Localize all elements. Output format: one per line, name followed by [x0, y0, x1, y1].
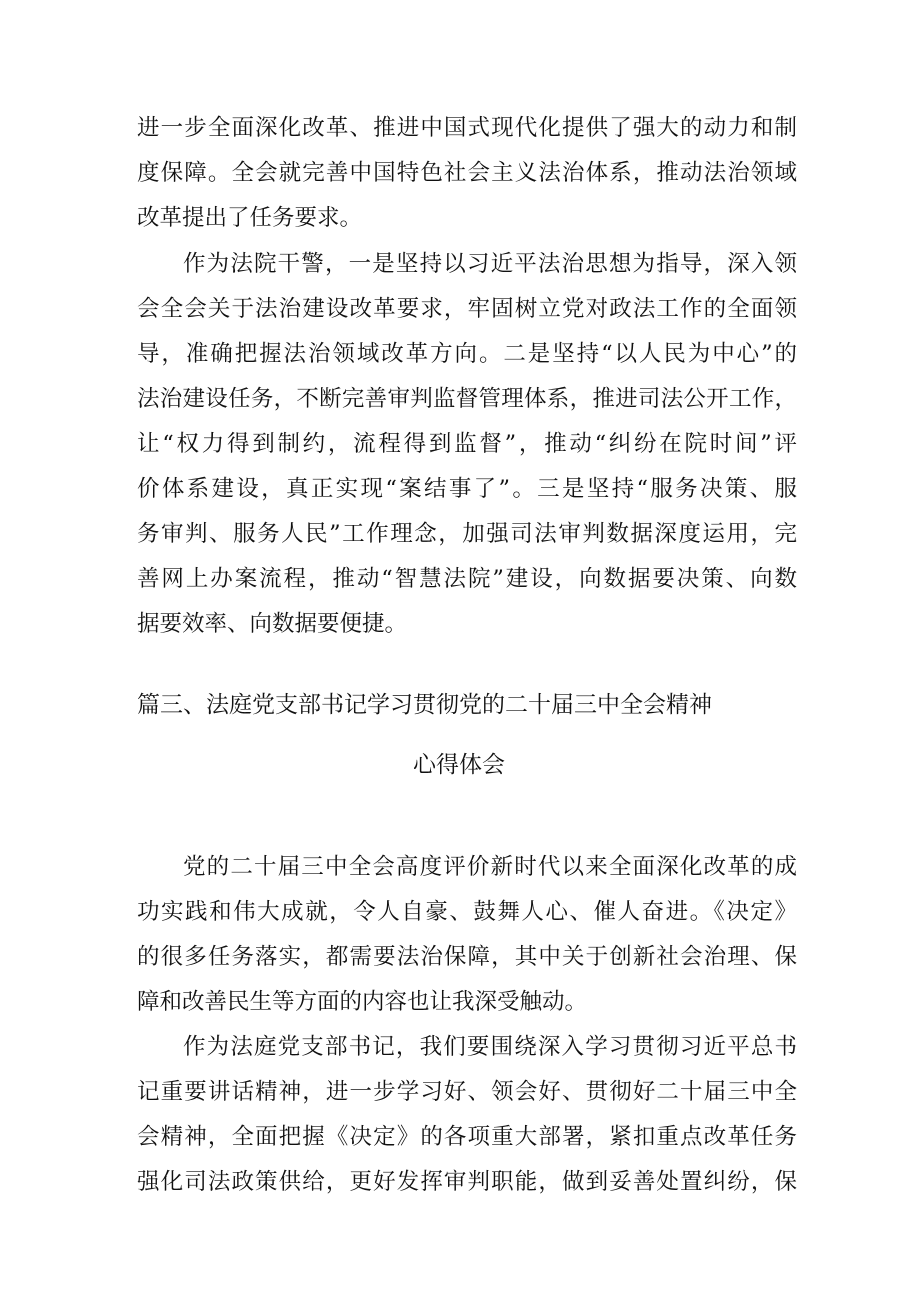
- article-title-continued: 心得体会: [413, 752, 505, 778]
- paragraph-line: 改革提出了任务要求。: [137, 205, 363, 231]
- paragraph-line: 党的二十届三中全会高度评价新时代以来全面深化改革的成: [183, 854, 797, 880]
- paragraph-line: 让“权力得到制约，流程得到监督”，推动“纠纷在院时间”评: [137, 431, 797, 457]
- paragraph-line: 记重要讲话精神，进一步学习好、领会好、贯彻好二十届三中全: [137, 1079, 797, 1105]
- paragraph-line: 作为法庭党支部书记，我们要围绕深入学习贯彻习近平总书: [183, 1034, 797, 1060]
- paragraph-line: 进一步全面深化改革、推进中国式现代化提供了强大的动力和制: [137, 115, 797, 141]
- paragraph-line: 务审判、服务人民”工作理念，加强司法审判数据深度运用，完: [137, 521, 797, 547]
- paragraph-line: 法治建设任务，不断完善审判监督管理体系，推进司法公开工作，: [137, 386, 797, 412]
- paragraph-line: 作为法院干警，一是坚持以习近平法治思想为指导，深入领: [183, 251, 797, 277]
- paragraph-line: 度保障。全会就完善中国特色社会主义法治体系，推动法治领域: [137, 160, 797, 186]
- paragraph-line: 价体系建设，真正实现“案结事了”。三是坚持“服务决策、服: [137, 476, 797, 502]
- paragraph-line: 据要效率、向数据要便捷。: [137, 611, 408, 637]
- paragraph-line: 功实践和伟大成就，令人自豪、鼓舞人心、催人奋进。《决定》: [137, 899, 797, 925]
- paragraph-line: 障和改善民生等方面的内容也让我深受触动。: [137, 989, 588, 1015]
- article-title: 篇三、法庭党支部书记学习贯彻党的二十届三中全会精神: [137, 692, 712, 718]
- paragraph-line: 的很多任务落实，都需要法治保障，其中关于创新社会治理、保: [137, 944, 797, 970]
- paragraph-line: 导，准确把握法治领域改革方向。二是坚持“以人民为中心”的: [137, 341, 797, 367]
- paragraph-line: 善网上办案流程，推动“智慧法院”建设，向数据要决策、向数: [137, 566, 797, 592]
- paragraph-line: 强化司法政策供给，更好发挥审判职能，做到妥善处置纠纷，保: [137, 1169, 797, 1195]
- paragraph-line: 会精神，全面把握《决定》的各项重大部署，紧扣重点改革任务: [137, 1124, 797, 1150]
- paragraph-line: 会全会关于法治建设改革要求，牢固树立党对政法工作的全面领: [137, 296, 797, 322]
